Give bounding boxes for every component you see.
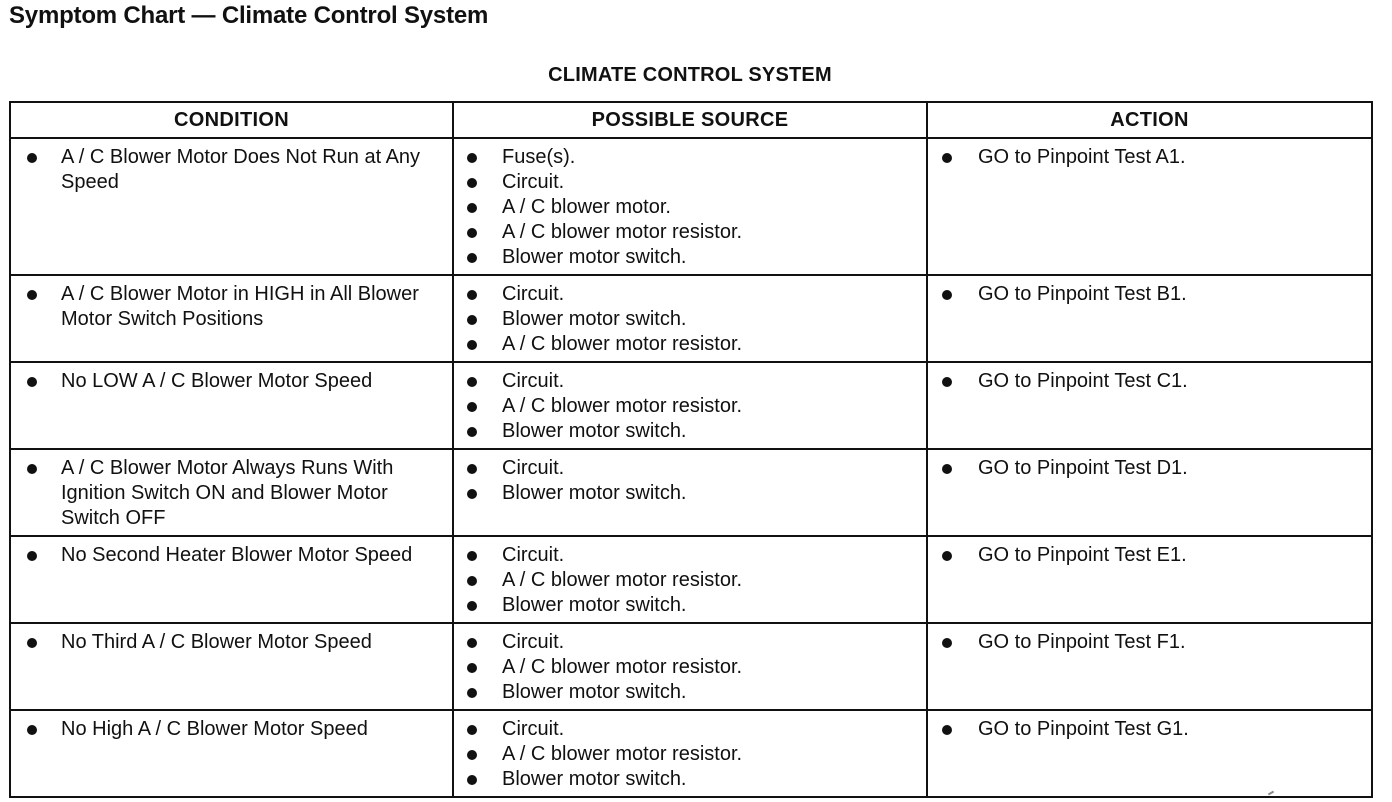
bullet-icon [27,725,37,735]
table-row [10,710,1372,797]
action-cell [927,710,1372,797]
possible-source-cell [453,536,927,623]
source-text: A / C blower motor resistor. [502,656,743,678]
condition-text: No Third A / C Blower Motor Speed [61,631,372,653]
bullet-icon [467,601,477,611]
source-item [502,419,918,444]
condition-entry [11,711,452,746]
action-cell [927,362,1372,449]
source-list [454,276,926,361]
condition-text: A / C Blower Motor in HIGH in All Blower Motor Switch Positions [61,283,419,330]
source-item [502,195,918,220]
condition-entry [11,276,452,336]
action-cell [927,275,1372,362]
source-item [502,717,918,742]
action-entry [928,450,1371,485]
source-text: Circuit. [502,457,565,479]
source-text: A / C blower motor resistor. [502,569,743,591]
source-text: Blower motor switch. [502,308,687,330]
condition-text: No Second Heater Blower Motor Speed [61,544,413,566]
bullet-icon [467,153,477,163]
bullet-icon [467,253,477,263]
source-item [502,767,918,792]
bullet-icon [467,663,477,673]
condition-entry [11,537,452,572]
possible-source-cell [453,449,927,536]
action-entry [928,363,1371,398]
bullet-icon [942,638,952,648]
possible-source-cell [453,710,927,797]
bullet-icon [467,688,477,698]
action-entry [928,139,1371,174]
action-cell [927,449,1372,536]
bullet-icon [467,725,477,735]
source-item [502,543,918,568]
header-action: ACTION [927,102,1372,138]
source-text: Circuit. [502,171,565,193]
source-item [502,307,918,332]
source-list [454,537,926,622]
condition-entry [11,624,452,659]
source-text: Circuit. [502,718,565,740]
action-entry [928,537,1371,572]
condition-cell [10,710,453,797]
source-text: A / C blower motor resistor. [502,395,743,417]
header-condition: CONDITION [10,102,453,138]
source-list [454,624,926,709]
condition-text: No LOW A / C Blower Motor Speed [61,370,373,392]
table-row [10,275,1372,362]
bullet-icon [27,377,37,387]
table-title: CLIMATE CONTROL SYSTEM [548,64,832,86]
source-text: Circuit. [502,631,565,653]
bullet-icon [27,638,37,648]
bullet-icon [27,464,37,474]
source-item [502,245,918,270]
action-text: GO to Pinpoint Test E1. [978,544,1187,566]
header-possible-source: POSSIBLE SOURCE [453,102,927,138]
bullet-icon [467,638,477,648]
source-item [502,170,918,195]
table-row [10,138,1372,275]
possible-source-cell [453,275,927,362]
condition-text: No High A / C Blower Motor Speed [61,718,368,740]
action-cell [927,138,1372,275]
source-item [502,369,918,394]
source-item [502,655,918,680]
symptom-table [9,101,1373,798]
condition-cell [10,536,453,623]
bullet-icon [942,551,952,561]
condition-cell [10,275,453,362]
source-item [502,220,918,245]
bullet-icon [27,551,37,561]
action-cell [927,623,1372,710]
source-list [454,450,926,510]
bullet-icon [467,427,477,437]
table-row [10,536,1372,623]
source-text: Blower motor switch. [502,594,687,616]
bullet-icon [942,725,952,735]
action-text: GO to Pinpoint Test F1. [978,631,1186,653]
source-list [454,711,926,796]
action-entry [928,276,1371,311]
bullet-icon [467,750,477,760]
source-item [502,332,918,357]
condition-cell [10,362,453,449]
bullet-icon [467,464,477,474]
bullet-icon [467,377,477,387]
action-text: GO to Pinpoint Test G1. [978,718,1189,740]
condition-entry [11,139,452,199]
source-text: A / C blower motor resistor. [502,221,743,243]
bullet-icon [467,340,477,350]
source-item [502,593,918,618]
condition-entry [11,363,452,398]
bullet-icon [467,489,477,499]
table-row [10,623,1372,710]
action-text: GO to Pinpoint Test C1. [978,370,1188,392]
condition-cell [10,449,453,536]
bullet-icon [467,203,477,213]
table-row [10,362,1372,449]
bullet-icon [942,464,952,474]
source-item [502,282,918,307]
source-item [502,145,918,170]
source-item [502,680,918,705]
source-text: A / C blower motor resistor. [502,743,743,765]
action-entry [928,711,1371,746]
bullet-icon [942,153,952,163]
possible-source-cell [453,362,927,449]
source-item [502,481,918,506]
bullet-icon [942,290,952,300]
bullet-icon [467,228,477,238]
table-row [10,449,1372,536]
page-title: Symptom Chart — Climate Control System [9,2,489,29]
condition-text: A / C Blower Motor Does Not Run at Any Speed [61,146,421,193]
bullet-icon [27,290,37,300]
condition-cell [10,138,453,275]
source-text: Circuit. [502,544,565,566]
bullet-icon [942,377,952,387]
action-text: GO to Pinpoint Test D1. [978,457,1188,479]
source-item [502,742,918,767]
bullet-icon [467,290,477,300]
source-text: Blower motor switch. [502,246,687,268]
possible-source-cell [453,623,927,710]
source-item [502,630,918,655]
source-text: Blower motor switch. [502,768,687,790]
bullet-icon [467,315,477,325]
source-list [454,363,926,448]
action-entry [928,624,1371,659]
source-item [502,394,918,419]
bullet-icon [467,576,477,586]
source-text: Blower motor switch. [502,482,687,504]
source-item [502,568,918,593]
condition-cell [10,623,453,710]
source-text: A / C blower motor. [502,196,671,218]
condition-entry [11,450,452,535]
source-text: A / C blower motor resistor. [502,333,743,355]
action-cell [927,536,1372,623]
source-list [454,139,926,274]
bullet-icon [467,551,477,561]
bullet-icon [27,153,37,163]
source-text: Circuit. [502,370,565,392]
action-text: GO to Pinpoint Test A1. [978,146,1186,168]
bullet-icon [467,178,477,188]
source-item [502,456,918,481]
source-text: Fuse(s). [502,146,576,168]
source-text: Circuit. [502,283,565,305]
possible-source-cell [453,138,927,275]
action-text: GO to Pinpoint Test B1. [978,283,1187,305]
source-text: Blower motor switch. [502,420,687,442]
bullet-icon [467,402,477,412]
bullet-icon [467,775,477,785]
table-header-row [10,102,1372,138]
source-text: Blower motor switch. [502,681,687,703]
condition-text: A / C Blower Motor Always Runs With Ignition Switch ON and Blower Motor Switch OFF [61,457,394,529]
